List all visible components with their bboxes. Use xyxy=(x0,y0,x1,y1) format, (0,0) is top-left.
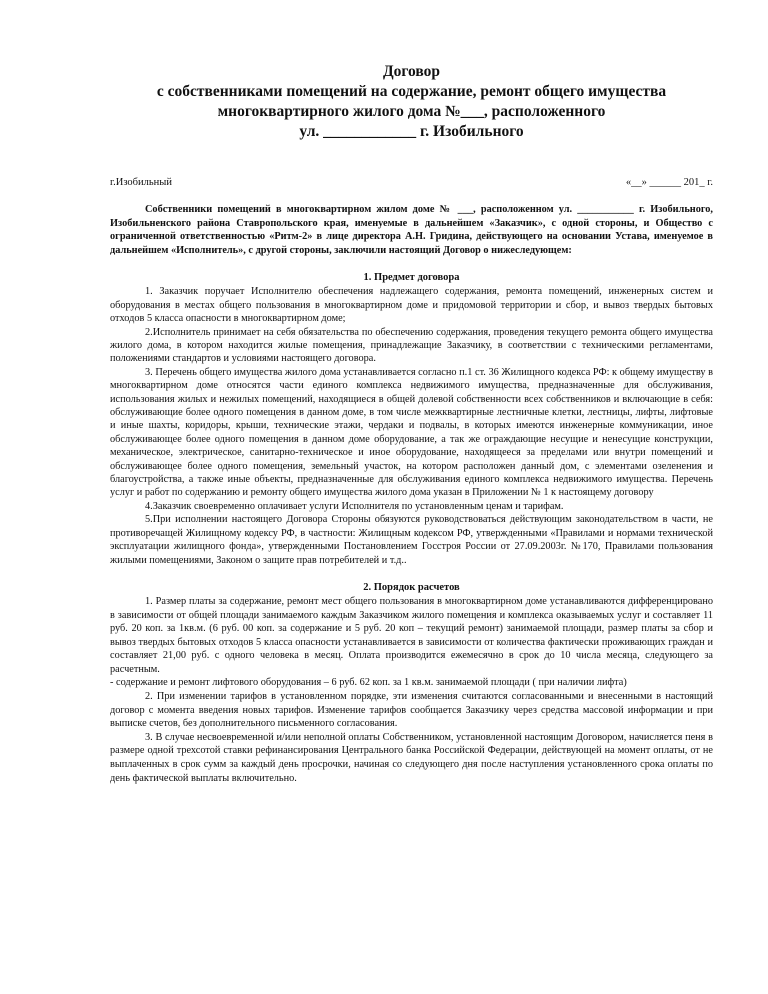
section-2-clause-3: 3. В случае несвоевременной и/или неполной оплаты Собственником, установленной настоящим Договором, начисляется пеня в размере одной трехсотой ставки рефинансирования Центрального банка Российской Федерации, действующей на момент оплаты, от не выплаченных в срок сумм за каждый день просрочки, начиная со следующего дня после наступления установленного срока оплаты по день фактической выплаты включительно. xyxy=(110,731,713,784)
parties-preamble xyxy=(110,203,713,257)
parties-text: Собственники помещений в многоквартирном жилом доме № ___, расположенном ул. ___________ г. Изобильного, Изобильненского района Ставропольского края, именуемые в дальнейшем «Заказчик», с одной стороны, и Общество с ограниченной ответственностью «Ритм-2» в лице директора А.Н. Гридина, действующего на основании Устава, именуемое в дальнейшем «Исполнитель», с другой стороны, заключили настоящий Договор о нижеследующем: xyxy=(110,204,713,256)
section-2-heading: 2. Порядок расчетов xyxy=(363,581,460,593)
date: «__» ______ 201_ г. xyxy=(625,177,713,188)
section-2-clause-1: 1. Размер платы за содержание, ремонт мест общего пользования в многоквартирном доме устанавливаются дифференцировано в зависимости от общей площади занимаемого каждым Заказчиком жилого помещения и комплекса оказываемых услуг и составляет 11 руб. 20 коп. за 1кв.м. (6 руб. 00 коп. за содержание и 5 руб. 20 коп – текущий ремонт) занимаемой площади, размер платы за сбор и вывоз твердых бытовых отходов 5 класса опасности устанавливается в зависимости от количества фактически проживающих граждан и составляет 21,00 руб. с одного человека в месяц. Оплата производится ежемесячно в срок до 10 числа месяца, следующего за расчетным. xyxy=(110,595,713,675)
document-title xyxy=(110,62,713,142)
title-line-3: многоквартирного жилого дома №___, расположенного xyxy=(217,103,606,120)
section-1-clause-2: 2.Исполнитель принимает на себя обязательства по обеспечению содержания, проведения текущего ремонта общего имущества жилого дома, в котором находится жилые помещения, принадлежащие Заказчику, в соответствии с техническими регламентами, положениями стандартов и условиями настоящего договора. xyxy=(110,326,713,365)
title-line-2: с собственниками помещений на содержание, ремонт общего имущества xyxy=(156,83,667,100)
title-line-4: ул. ____________ г. Изобильного xyxy=(299,123,524,140)
section-1-clause-3: 3. Перечень общего имущества жилого дома устанавливается согласно п.1 ст. 36 Жилищного кодекса РФ: к общему имуществу в многоквартирном доме относятся части единого комплекса недвижимого имущества, предназначенные для обслуживания, использования жилых и нежилых помещений, находящиеся в общей долевой собственности всех собственников и включающие в себя: обслуживающие более одного помещения в данном доме, в том числе межквартирные лестничные клетки, лестницы, лифты, лифтовые и иные шахты, коридоры, крыши, технические этажи, чердаки и подвалы, в которых имеются инженерные коммуникации, иное обслуживающее более одного помещения в данном доме оборудование, а так же ограждающие несущие и ненесущие конструкции, механическое, электрическое, санитарно-техническое и иное оборудование, находящееся за пределами или внутри помещений и обслуживающее более одного помещения, земельный участок, на котором расположен данный дом, с элементами озеленения и благоустройства, а также иные объекты, предназначенные для обслуживания единого комплекса недвижимого имущества. Перечень услуг и работ по содержанию и ремонту общего имущества жилого дома указан в Приложении № 1 к настоящему договору xyxy=(110,366,713,499)
section-2-clause-1-lift: - содержание и ремонт лифтового оборудования – 6 руб. 62 коп. за 1 кв.м. занимаемой площади ( при наличии лифта) xyxy=(110,677,627,689)
section-1-clause-4: 4.Заказчик своевременно оплачивает услуги Исполнителя по установленным ценам и тарифам. xyxy=(145,500,564,512)
section-2 xyxy=(110,581,713,785)
place-date-row xyxy=(110,176,713,190)
title-line-1: Договор xyxy=(382,63,441,80)
section-2-clause-2: 2. При изменении тарифов в установленном порядке, эти изменения считаются согласованными и внесенными в настоящий договор с момента введения новых тарифов. Изменение тарифов сообщается Заказчику через средства массовой информации и при выписке счетов, без дополнительного письменного согласования. xyxy=(110,691,713,730)
section-1-clause-5: 5.При исполнении настоящего Договора Стороны обязуются руководствоваться действующим законодательством в части, не противоречащей Жилищному кодексу РФ, в частности: Жилищным кодексом РФ, утвержденными «Правилами и нормами технической эксплуатации жилищного фонда», утвержденными Постановлением Госстроя России от 27.09.2003г. №170, Правилами пользования жилыми помещениями, Законом о защите прав потребителей и т.д.. xyxy=(110,514,713,566)
section-1-clause-1: 1. Заказчик поручает Исполнителю обеспечения надлежащего содержания, ремонта помещений, инженерных систем и оборудования в местах общего пользования в многоквартирном доме и придомовой территории и сбор, и вывоз твердых бытовых отходов 5 класса опасности в многоквартирном доме; xyxy=(110,286,713,325)
contract-page xyxy=(110,62,713,785)
section-1 xyxy=(110,271,713,567)
place: г.Изобильный xyxy=(110,177,172,188)
section-1-heading: 1. Предмет договора xyxy=(363,272,460,284)
